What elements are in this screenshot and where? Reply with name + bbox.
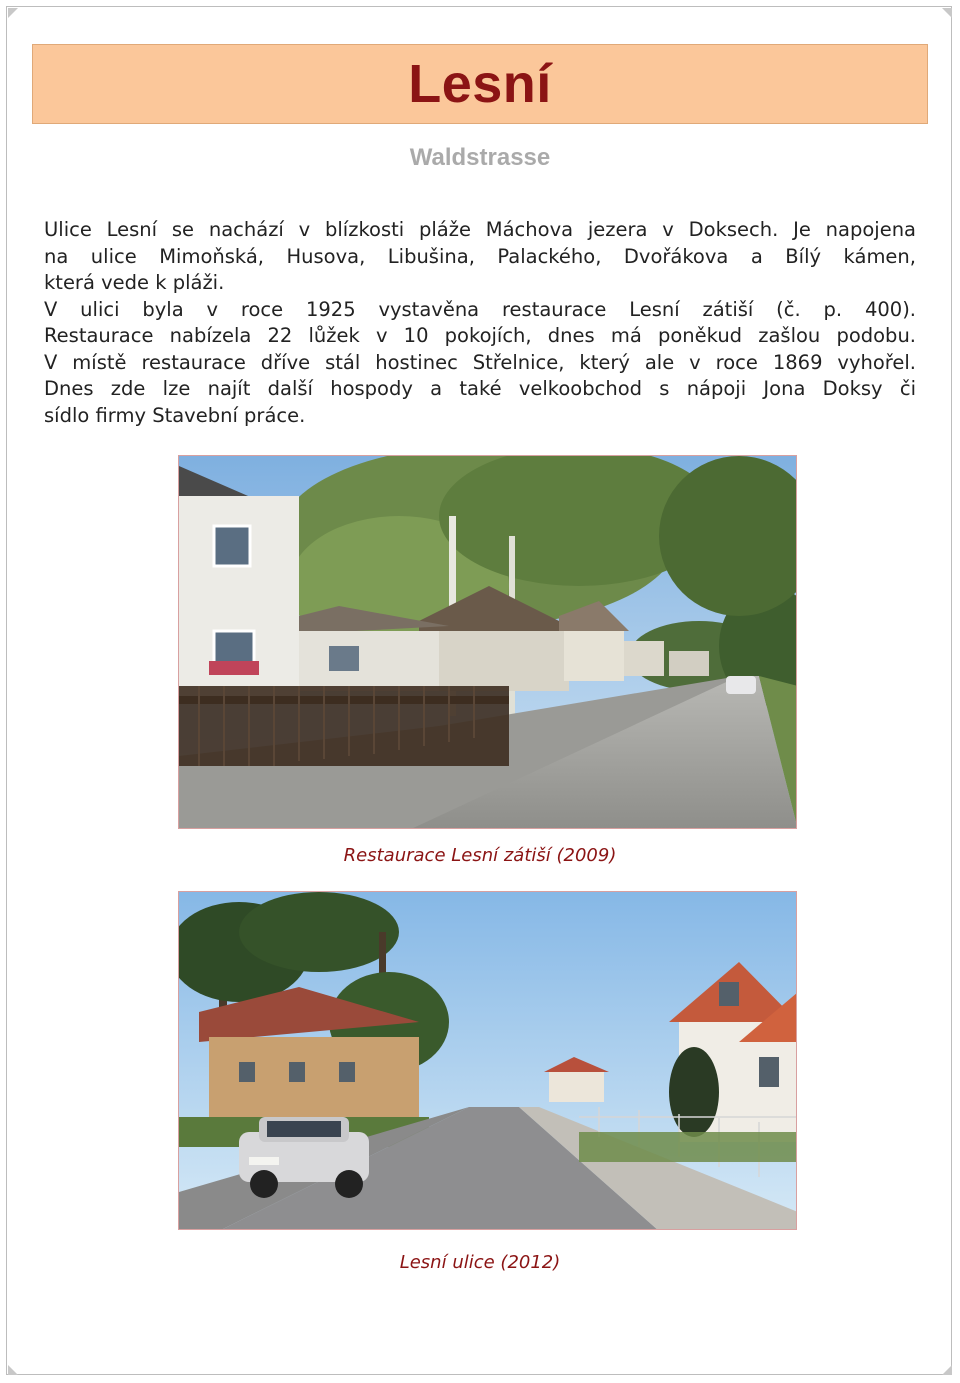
corner-ornament	[8, 1365, 18, 1375]
photo2-caption: Lesní ulice (2012)	[399, 1252, 561, 1273]
page-title: Lesní	[408, 54, 552, 114]
text-line: V ulici byla v roce 1925 vystavěna restaurace Lesní zátiší (č. p. 400).	[44, 297, 916, 321]
corner-ornament	[942, 1365, 952, 1375]
corner-ornament	[942, 8, 952, 18]
title-banner	[32, 44, 928, 124]
text-line: na ulice Mimoňská, Husova, Libušina, Palackého, Dvořákova a Bílý kámen,	[44, 244, 916, 268]
photo1-caption: Restaurace Lesní zátiší (2009)	[343, 845, 617, 866]
photo-restaurant	[178, 455, 797, 829]
text-line: Dnes zde lze najít další hospody a také velkoobchod s nápoji Jona Doksy či	[44, 377, 916, 400]
text-line: Ulice Lesní se nachází v blízkosti pláže Máchova jezera v Doksech. Je napojena	[44, 218, 916, 241]
text-line: sídlo firmy Stavební práce.	[44, 403, 306, 427]
article-body	[44, 217, 916, 429]
text-line: Restaurace nabízela 22 lůžek v 10 pokojích, dnes má poněkud zašlou podobu.	[44, 324, 916, 347]
text-line: která vede k pláži.	[44, 271, 225, 294]
page-subtitle: Waldstrasse	[409, 144, 551, 171]
corner-ornament	[8, 8, 18, 18]
text-line: V místě restaurace dříve stál hostinec Střelnice, který ale v roce 1869 vyhořel.	[44, 350, 916, 374]
photo-street	[178, 891, 797, 1230]
